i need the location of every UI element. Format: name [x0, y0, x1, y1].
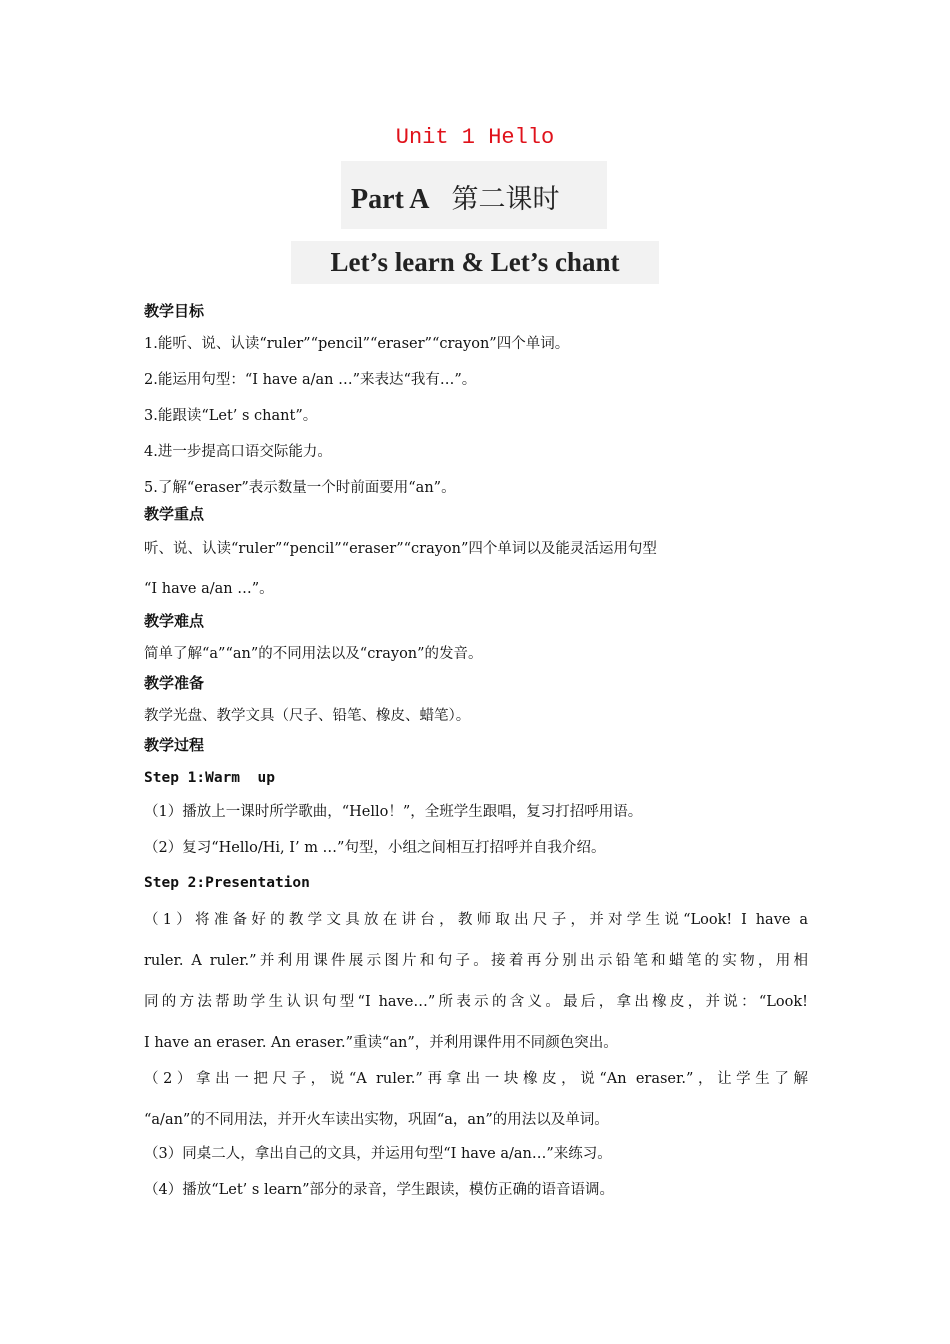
goals-heading: 教学目标: [144, 302, 205, 320]
step1-item: （2）复习“Hello/Hi, I’ m …”句型，小组之间相互打招呼并自我介绍。: [144, 840, 606, 856]
preparation-heading: 教学准备: [144, 674, 205, 692]
goal-item: 4.进一步提高口语交际能力。: [144, 444, 332, 460]
preparation-text: 教学光盘、教学文具（尺子、铅笔、橡皮、蜡笔）。: [144, 708, 471, 724]
goal-item: 3.能跟读“Let’ s chant”。: [144, 408, 318, 424]
key-points-heading: 教学重点: [144, 505, 205, 523]
step2-paragraph3: （3）同桌二人，拿出自己的文具，并运用句型“I have a/an…”来练习。: [144, 1146, 612, 1162]
goal-item: 1.能听、说、认读“ruler”“pencil”“eraser”“crayon”四个单词。: [144, 336, 570, 352]
step1-item: （1）播放上一课时所学歌曲，“Hello！”，全班学生跟唱，复习打招呼用语。: [144, 804, 643, 820]
key-points-line: “I have a/an …”。: [144, 581, 274, 597]
difficulties-text: 简单了解“a”“an”的不同用法以及“crayon”的发音。: [144, 646, 483, 662]
part-label: Part A: [351, 184, 430, 215]
lesson-period-label: 第二课时: [451, 184, 560, 215]
difficulties-heading: 教学难点: [144, 612, 205, 630]
step1-title: Step 1:Warm up: [144, 770, 275, 786]
process-heading: 教学过程: [144, 736, 205, 754]
part-banner: [341, 161, 607, 229]
goal-item: 5.了解“eraser”表示数量一个时前面要用“an”。: [144, 480, 456, 496]
document-body: [144, 297, 808, 1208]
key-points-line: 听、说、认读“ruler”“pencil”“eraser”“crayon”四个单词以及能灵活运用句型: [144, 541, 657, 557]
goal-item: 2.能运用句型：“I have a/an …”来表达“我有…”。: [144, 372, 477, 388]
step2-paragraph4: （4）播放“Let’ s learn”部分的录音，学生跟读，模仿正确的语音语调。: [144, 1182, 614, 1198]
step2-paragraph1-line: 同的方法帮助学生认识句型“I have…”所表示的含义。最后，拿出橡皮，并说：“Look!: [144, 994, 808, 1010]
lesson-title-banner: Let’s learn & Let’s chant: [291, 241, 659, 284]
step2-paragraph1-line: （1）将准备好的教学文具放在讲台，教师取出尺子，并对学生说“Look! I have a: [144, 912, 808, 928]
step2-paragraph1-line: I have an eraser. An eraser.”重读“an”，并利用课件用不同颜色突出。: [144, 1035, 618, 1051]
unit-title: Unit 1 Hello: [395, 125, 555, 150]
step2-paragraph1-line: ruler. A ruler.”并利用课件展示图片和句子。接着再分别出示铅笔和蜡笔的实物，用相: [144, 953, 808, 969]
step2-paragraph2-line: （2）拿出一把尺子，说“A ruler.”再拿出一块橡皮，说“An eraser.”，让学生了解: [144, 1071, 808, 1087]
step2-paragraph2-line: “a/an”的不同用法，并开火车读出实物，巩固“a，an”的用法以及单词。: [144, 1112, 609, 1128]
step2-title: Step 2:Presentation: [144, 875, 310, 891]
